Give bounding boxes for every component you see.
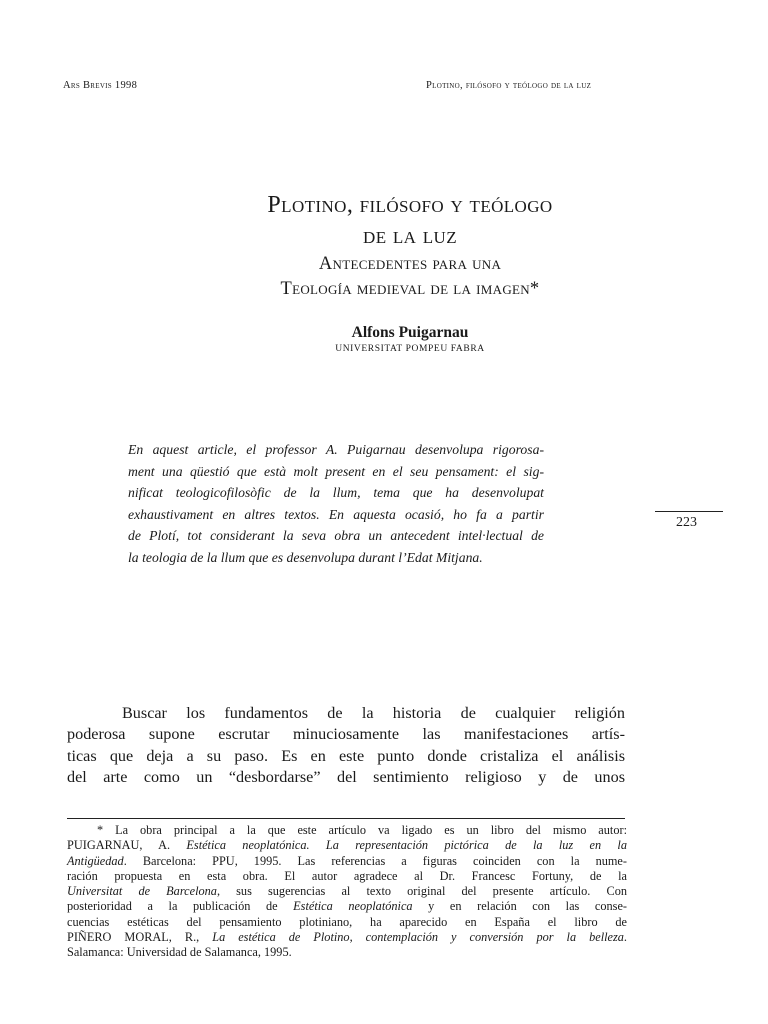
footnote-text: . bbox=[623, 930, 627, 945]
footnote-rule bbox=[67, 818, 625, 819]
abstract-line: ment una qüestió que està molt present en el seu pensament: el sig- bbox=[128, 463, 544, 479]
abstract-line: En aquest article, el professor A. Puigarnau desenvolupa rigorosa- bbox=[128, 442, 544, 457]
body-paragraph bbox=[67, 703, 625, 788]
footnote-line bbox=[67, 854, 627, 869]
body-line: del arte como un “desbordarse” del sentimiento religioso y de unos bbox=[67, 767, 625, 786]
footnote-book-title-end: Antigüedad bbox=[67, 853, 124, 868]
body-line: ticas que deja a su paso. Es en este punto donde cristaliza el análisis bbox=[67, 746, 625, 765]
footnote-line: Salamanca: Universidad de Salamanca, 1995. bbox=[67, 945, 292, 960]
abstract bbox=[128, 439, 544, 569]
footnote-line: cuencias estéticas del pensamiento plotiniano, ha aparecido en España el libro de bbox=[67, 914, 627, 929]
footnote-book-title: Estética neoplatónica. La representación pictórica de la luz en la bbox=[186, 838, 627, 853]
footnote-text: posterioridad a la publicación de bbox=[67, 899, 294, 914]
title-block bbox=[60, 190, 760, 354]
footnote-line bbox=[67, 899, 627, 914]
running-head-left: Ars Brevis 1998 bbox=[63, 80, 138, 91]
subtitle-line-1: Antecedentes para una bbox=[318, 254, 502, 274]
footnote-text: . Barcelona: PPU, 1995. Las referencias a figuras coinciden con la nume- bbox=[123, 853, 627, 868]
footnote-line: ración propuesta en esta obra. El autor agradece al Dr. Francesc Fortuny, de la bbox=[67, 868, 627, 883]
page-number: 223 bbox=[676, 515, 697, 530]
body-line: poderosa supone escrutar minuciosamente las manifestaciones artís- bbox=[67, 725, 625, 744]
footnote-text: y en relación con las conse- bbox=[412, 899, 628, 914]
footnote-institution: Universitat de Barcelona bbox=[67, 884, 217, 899]
footnote-book-title: La estética de Plotino, contemplación y conversión por la belleza bbox=[212, 930, 624, 945]
abstract-line: exhaustivament en altres textos. En aquesta ocasió, ho fa a partir bbox=[128, 506, 544, 522]
subtitle-line-2: Teología medieval de la imagen* bbox=[280, 279, 540, 299]
abstract-line: de Plotí, tot considerant la seva obra un antecedent intel·lectual de bbox=[128, 528, 544, 544]
abstract-line: nificat teologicofilosòfic de la llum, tema que ha desenvolupat bbox=[128, 485, 544, 501]
footnote bbox=[67, 823, 627, 961]
footnote-author: PIÑERO MORAL, R., bbox=[67, 930, 213, 945]
running-head-right: Plotino, filósofo y teólogo de la luz bbox=[426, 80, 592, 91]
footnote-line bbox=[67, 838, 627, 853]
footnote-book-ref: Estética neoplatónica bbox=[293, 899, 413, 914]
footnote-line bbox=[67, 930, 627, 945]
page-number-rule bbox=[655, 511, 723, 512]
footnote-author: PUIGARNAU, A. bbox=[67, 838, 187, 853]
abstract-line: la teologia de la llum que es desenvolupa durant l’Edat Mitjana. bbox=[128, 549, 483, 565]
footnote-text: , sus sugerencias al texto original del presente artículo. Con bbox=[216, 884, 628, 899]
footnote-line bbox=[67, 884, 627, 899]
body-line: Buscar los fundamentos de la historia de cualquier religión bbox=[122, 704, 625, 722]
footnote-line: * La obra principal a la que este artículo va ligado es un libro del mismo autor: bbox=[97, 823, 627, 837]
author-affiliation: UNIVERSITAT POMPEU FABRA bbox=[335, 344, 485, 354]
title-line-2: de la luz bbox=[363, 223, 457, 249]
author-name: Alfons Puigarnau bbox=[351, 324, 469, 341]
title-line-1: Plotino, filósofo y teólogo bbox=[267, 192, 553, 218]
